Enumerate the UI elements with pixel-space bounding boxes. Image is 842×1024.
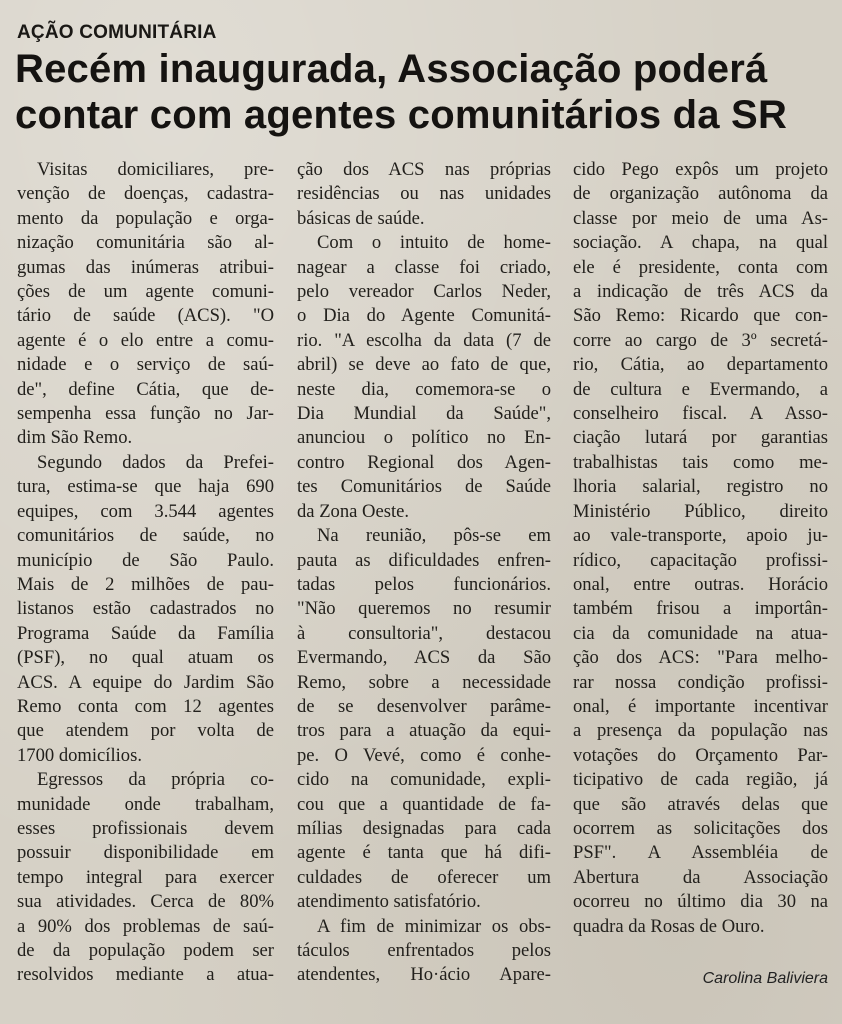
article-text-line: mílias designadas para cada: [297, 817, 551, 839]
article-text-line: a presença da população nas: [573, 720, 828, 742]
article-text-line: nidade e o serviço de saú-: [17, 354, 274, 376]
article-text-line: contro Regional dos Agen-: [297, 451, 551, 473]
article-text-line: ções de um agente comuni-: [17, 281, 274, 303]
article-text-line: "Não queremos no resumir: [297, 598, 551, 620]
article-text-line: Visitas domiciliares, pre-: [37, 159, 274, 180]
article-text-line: Remo, sobre a necessidade: [297, 671, 551, 693]
headline: [15, 46, 835, 138]
article-text-line: tário de saúde (ACS). "O: [17, 305, 274, 327]
article-text-line: ACS. A equipe do Jardim São: [17, 671, 274, 693]
article-text-line: município de São Paulo.: [17, 549, 274, 571]
article-column-3: [573, 158, 828, 939]
article-text-line: onal, entre outras. Horácio: [573, 573, 828, 595]
author-byline: Carolina Baliviera: [702, 970, 828, 987]
article-text-line: ciação lutará por garantias: [573, 427, 828, 449]
headline-line-2: contar com agentes comunitários da SR: [15, 93, 788, 137]
article-text-line: que são através delas que: [573, 793, 828, 815]
article-text-line: atendentes, Ho·ácio Apare-: [297, 964, 551, 986]
article-text-line: Ministério Público, direito: [573, 500, 828, 522]
article-text-line: rio. "A escolha da data (7 de: [297, 329, 551, 351]
article-text-line: culdades de oferecer um: [297, 866, 551, 888]
article-text-line: de cultura e Evermando, a: [573, 378, 828, 400]
article-text-line: residências ou nas unidades: [297, 183, 551, 205]
article-text-line: (PSF), no qual atuam os: [17, 647, 274, 669]
article-text-line: lhoria salarial, registro no: [573, 476, 828, 498]
article-text-line: pe. O Vevé, como é conhe-: [297, 744, 551, 766]
article-text-line: munidade onde trabalham,: [17, 793, 274, 815]
section-label: AÇÃO COMUNITÁRIA: [17, 22, 217, 43]
article-text-line: dim São Remo.: [17, 427, 133, 449]
article-text-line: ao vale-transporte, apoio ju-: [573, 525, 828, 547]
article-text-line: equipes, com 3.544 agentes: [17, 500, 274, 522]
article-text-line: gumas das inúmeras atribui-: [17, 256, 274, 278]
article-text-line: comunitários de saúde, no: [17, 525, 274, 547]
article-text-line: agente é tanta que há difi-: [297, 842, 551, 864]
article-text-line: A fim de minimizar os obs-: [317, 915, 551, 937]
article-text-line: 1700 domicílios.: [17, 744, 142, 766]
article-text-line: também frisou a importân-: [573, 598, 828, 620]
article-text-line: da Zona Oeste.: [297, 500, 410, 522]
article-text-line: votações do Orçamento Par-: [573, 744, 828, 766]
article-text-line: abril) se deve ao fato de que,: [297, 354, 551, 376]
article-text-line: que atendem por volta de: [17, 720, 274, 742]
article-text-line: cido Pego expôs um projeto: [573, 159, 828, 180]
article-text-line: resolvidos mediante a atua-: [17, 964, 274, 986]
article-text-line: de", define Cátia, que de-: [17, 378, 274, 400]
article-text-line: ção dos ACS nas próprias: [297, 159, 551, 180]
article-text-line: Mais de 2 milhões de pau-: [17, 573, 274, 595]
article-text-line: tempo integral para exercer: [17, 866, 274, 888]
article-text-line: sempenha essa função no Jar-: [17, 403, 274, 425]
article-text-line: Abertura da Associação: [573, 866, 828, 888]
article-text-line: possuir disponibilidade em: [17, 842, 274, 864]
article-text-line: ticipativo de cada região, já: [573, 769, 828, 791]
article-text-line: pauta as dificuldades enfren-: [297, 549, 551, 571]
article-text-line: São Remo: Ricardo que con-: [573, 305, 828, 327]
article-text-line: rar nossa condição profissi-: [573, 671, 828, 693]
article-text-line: Remo conta com 12 agentes: [17, 695, 274, 717]
article-text-line: trabalhistas tais como me-: [573, 451, 828, 473]
article-text-line: ocorreu no último dia 30 na: [573, 891, 828, 913]
article-text-line: a 90% dos problemas de saú-: [17, 915, 274, 937]
article-text-line: cou que a quantidade de fa-: [297, 793, 551, 815]
article-text-line: Evermando, ACS da São: [297, 647, 551, 669]
article-text-line: neste dia, comemora-se o: [297, 378, 551, 400]
article-text-line: sociação. A chapa, na qual: [573, 232, 828, 254]
article-text-line: corre ao cargo de 3º secretá-: [573, 329, 828, 351]
article-text-line: agente é o elo entre a comu-: [17, 329, 274, 351]
article-text-line: de organização autônoma da: [573, 183, 828, 205]
article-text-line: táculos enfrentados pelos: [297, 940, 551, 961]
article-text-line: o Dia do Agente Comunitá-: [297, 305, 551, 327]
article-text-line: Programa Saúde da Família: [17, 622, 274, 644]
article-text-line: nagear a classe foi criado,: [297, 256, 551, 278]
article-text-line: esses profissionais devem: [17, 817, 274, 839]
article-text-line: nização comunitária são al-: [17, 232, 274, 254]
article-text-line: tros para a atuação da equi-: [297, 720, 551, 742]
article-text-line: atendimento satisfatório.: [297, 891, 481, 913]
article-text-line: onal, é importante incentivar: [573, 695, 828, 717]
article-text-line: conselheiro fiscal. A Asso-: [573, 403, 828, 425]
article-text-line: Com o intuito de home-: [317, 232, 551, 254]
article-text-line: anunciou o político no En-: [297, 427, 551, 449]
article-text-line: ção dos ACS: "Para melho-: [573, 647, 828, 669]
article-text-line: a indicação de três ACS da: [573, 281, 828, 303]
article-text-line: ocorrem as solicitações dos: [573, 817, 828, 839]
article-text-line: pelo vereador Carlos Neder,: [297, 281, 551, 303]
article-text-line: tura, estima-se que haja 690: [17, 476, 274, 498]
article-text-line: de da população podem ser: [17, 940, 274, 961]
article-text-line: PSF". A Assembléia de: [573, 842, 828, 864]
article-text-line: básicas de saúde.: [297, 207, 425, 229]
article-text-line: tes Comunitários de Saúde: [297, 476, 551, 498]
article-text-line: rio, Cátia, ao departamento: [573, 354, 828, 376]
article-text-line: cia da comunidade na atua-: [573, 622, 828, 644]
article-column-1: [17, 158, 274, 988]
article-text-line: classe por meio de uma As-: [573, 207, 828, 229]
article-text-line: Egressos da própria co-: [37, 769, 274, 791]
article-text-line: venção de doenças, cadastra-: [17, 183, 274, 205]
article-text-line: Segundo dados da Prefei-: [37, 451, 274, 473]
article-text-line: ele é presidente, conta com: [573, 256, 828, 278]
article-text-line: Na reunião, pôs-se em: [317, 525, 551, 547]
article-text-line: quadra da Rosas de Ouro.: [573, 915, 765, 937]
article-text-line: de se desenvolver parâme-: [297, 695, 551, 717]
article-text-line: listanos estão cadastrados no: [17, 598, 274, 620]
article-column-2: [297, 158, 551, 988]
article-text-line: sua atividades. Cerca de 80%: [17, 891, 274, 913]
headline-line-1: Recém inaugurada, Associação poderá: [15, 47, 768, 91]
article-text-line: mento da população e orga-: [17, 207, 274, 229]
article-text-line: cido na comunidade, expli-: [297, 769, 551, 791]
article-text-line: rídico, capacitação profissi-: [573, 549, 828, 571]
article-text-line: tadas pelos funcionários.: [297, 573, 551, 595]
article-text-line: Dia Mundial da Saúde",: [297, 403, 551, 425]
article-text-line: à consultoria", destacou: [297, 622, 551, 644]
